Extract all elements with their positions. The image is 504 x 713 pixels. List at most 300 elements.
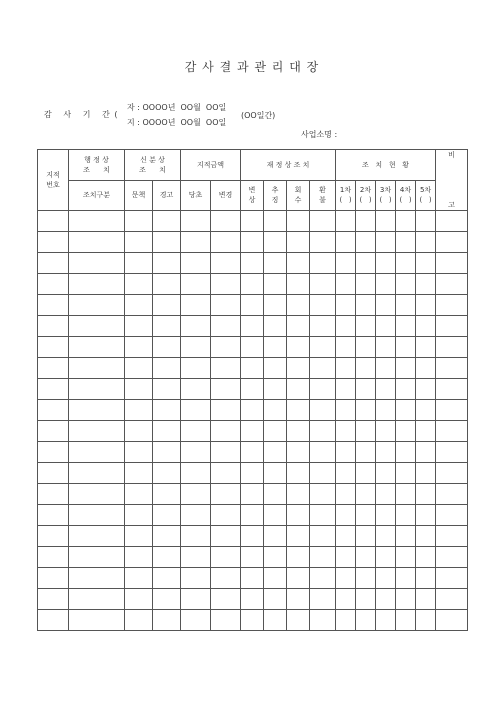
table-cell bbox=[356, 547, 376, 568]
table-cell bbox=[336, 358, 356, 379]
table-cell bbox=[241, 400, 264, 421]
header-round-2: 2차 ( ) bbox=[356, 180, 376, 211]
table-cell bbox=[356, 505, 376, 526]
table-cell bbox=[356, 379, 376, 400]
table-cell bbox=[69, 442, 125, 463]
table-cell bbox=[69, 316, 125, 337]
table-cell bbox=[69, 505, 125, 526]
table-cell bbox=[356, 337, 376, 358]
table-cell bbox=[356, 610, 376, 631]
table-cell bbox=[336, 442, 356, 463]
table-cell bbox=[356, 316, 376, 337]
table-cell bbox=[38, 337, 69, 358]
table-cell bbox=[264, 316, 287, 337]
table-cell bbox=[153, 505, 181, 526]
table-cell bbox=[336, 316, 356, 337]
table-cell bbox=[153, 568, 181, 589]
table-cell bbox=[416, 232, 436, 253]
table-cell bbox=[310, 484, 336, 505]
table-cell bbox=[416, 400, 436, 421]
audit-period-from: 자 : OOOO년 OO월 OO일 bbox=[127, 103, 227, 112]
table-cell bbox=[416, 442, 436, 463]
table-cell bbox=[38, 400, 69, 421]
table-cell bbox=[436, 337, 468, 358]
table-cell bbox=[396, 547, 416, 568]
table-cell bbox=[310, 316, 336, 337]
table-cell bbox=[211, 295, 241, 316]
table-cell bbox=[416, 337, 436, 358]
table-cell bbox=[436, 232, 468, 253]
table-row bbox=[38, 400, 468, 421]
table-cell bbox=[125, 253, 153, 274]
table-cell bbox=[396, 610, 416, 631]
audit-period-days: (OO일간) bbox=[241, 111, 276, 120]
table-cell bbox=[336, 505, 356, 526]
header-row-2 bbox=[38, 180, 468, 211]
table-cell bbox=[211, 211, 241, 232]
table-cell bbox=[125, 358, 153, 379]
table-cell bbox=[38, 505, 69, 526]
table-cell bbox=[211, 232, 241, 253]
table-cell bbox=[310, 505, 336, 526]
table-cell bbox=[153, 526, 181, 547]
table-cell bbox=[436, 316, 468, 337]
table-cell bbox=[241, 484, 264, 505]
table-cell bbox=[38, 589, 69, 610]
table-cell bbox=[153, 463, 181, 484]
table-cell bbox=[211, 442, 241, 463]
table-cell bbox=[211, 589, 241, 610]
table-cell bbox=[181, 526, 211, 547]
table-cell bbox=[211, 547, 241, 568]
table-cell bbox=[396, 568, 416, 589]
table-row bbox=[38, 442, 468, 463]
table-cell bbox=[153, 295, 181, 316]
table-cell bbox=[241, 526, 264, 547]
table-cell bbox=[416, 547, 436, 568]
table-cell bbox=[396, 316, 416, 337]
table-cell bbox=[264, 379, 287, 400]
table-row bbox=[38, 316, 468, 337]
table-cell bbox=[287, 589, 310, 610]
table-cell bbox=[241, 316, 264, 337]
table-cell bbox=[264, 526, 287, 547]
table-cell bbox=[241, 211, 264, 232]
audit-period-to: 지 : OOOO년 OO월 OO일 bbox=[127, 118, 227, 127]
table-cell bbox=[436, 400, 468, 421]
table-cell bbox=[153, 379, 181, 400]
table-cell bbox=[181, 211, 211, 232]
table-cell bbox=[336, 400, 356, 421]
table-cell bbox=[396, 211, 416, 232]
table-cell bbox=[336, 421, 356, 442]
table-cell bbox=[38, 316, 69, 337]
table-cell bbox=[376, 442, 396, 463]
table-cell bbox=[241, 568, 264, 589]
table-cell bbox=[211, 484, 241, 505]
table-cell bbox=[69, 274, 125, 295]
table-cell bbox=[287, 442, 310, 463]
table-cell bbox=[416, 211, 436, 232]
table-cell bbox=[264, 568, 287, 589]
table-cell bbox=[310, 274, 336, 295]
table-cell bbox=[181, 232, 211, 253]
table-cell bbox=[264, 463, 287, 484]
table-cell bbox=[38, 358, 69, 379]
table-cell bbox=[396, 358, 416, 379]
table-cell bbox=[287, 379, 310, 400]
table-cell bbox=[396, 526, 416, 547]
table-cell bbox=[310, 589, 336, 610]
header-original: 당초 bbox=[181, 180, 211, 211]
table-cell bbox=[38, 253, 69, 274]
table-cell bbox=[416, 379, 436, 400]
table-cell bbox=[241, 337, 264, 358]
table-cell bbox=[181, 589, 211, 610]
table-row bbox=[38, 337, 468, 358]
table-cell bbox=[264, 211, 287, 232]
table-cell bbox=[211, 421, 241, 442]
table-cell bbox=[356, 568, 376, 589]
table-cell bbox=[356, 253, 376, 274]
table-cell bbox=[287, 547, 310, 568]
table-cell bbox=[356, 484, 376, 505]
table-cell bbox=[153, 253, 181, 274]
table-cell bbox=[125, 610, 153, 631]
table-cell bbox=[310, 400, 336, 421]
table-cell bbox=[264, 547, 287, 568]
table-cell bbox=[38, 442, 69, 463]
header-changed: 변경 bbox=[211, 180, 241, 211]
table-cell bbox=[211, 505, 241, 526]
table-cell bbox=[38, 547, 69, 568]
header-compensation: 변 상 bbox=[241, 180, 264, 211]
table-cell bbox=[125, 547, 153, 568]
table-cell bbox=[436, 547, 468, 568]
table-cell bbox=[287, 211, 310, 232]
table-cell bbox=[376, 295, 396, 316]
table-cell bbox=[310, 358, 336, 379]
table-cell bbox=[376, 316, 396, 337]
table-cell bbox=[153, 547, 181, 568]
table-cell bbox=[396, 253, 416, 274]
table-cell bbox=[264, 337, 287, 358]
table-cell bbox=[211, 400, 241, 421]
table-cell bbox=[125, 526, 153, 547]
table-cell bbox=[69, 232, 125, 253]
table-cell bbox=[436, 442, 468, 463]
table-cell bbox=[287, 568, 310, 589]
table-cell bbox=[241, 589, 264, 610]
table-cell bbox=[38, 421, 69, 442]
table-cell bbox=[181, 610, 211, 631]
table-cell bbox=[264, 589, 287, 610]
table-cell bbox=[436, 421, 468, 442]
table-row bbox=[38, 589, 468, 610]
table-cell bbox=[310, 295, 336, 316]
table-cell bbox=[69, 337, 125, 358]
table-cell bbox=[287, 505, 310, 526]
table-cell bbox=[211, 337, 241, 358]
table-cell bbox=[211, 379, 241, 400]
table-cell bbox=[396, 337, 416, 358]
table-cell bbox=[69, 379, 125, 400]
table-cell bbox=[287, 421, 310, 442]
table-cell bbox=[376, 253, 396, 274]
table-row bbox=[38, 232, 468, 253]
document-title: 감 사 결 과 관 리 대 장 bbox=[184, 60, 320, 74]
header-action-type: 조치구분 bbox=[69, 180, 125, 211]
table-cell bbox=[241, 379, 264, 400]
table-cell bbox=[376, 463, 396, 484]
table-cell bbox=[211, 568, 241, 589]
table-cell bbox=[264, 400, 287, 421]
table-cell bbox=[264, 274, 287, 295]
table-cell bbox=[436, 463, 468, 484]
table-cell bbox=[38, 568, 69, 589]
table-cell bbox=[181, 463, 211, 484]
table-cell bbox=[125, 589, 153, 610]
table-cell bbox=[356, 211, 376, 232]
table-cell bbox=[38, 232, 69, 253]
table-cell bbox=[153, 400, 181, 421]
table-cell bbox=[211, 358, 241, 379]
table-cell bbox=[264, 253, 287, 274]
table-cell bbox=[211, 316, 241, 337]
table-cell bbox=[125, 484, 153, 505]
table-cell bbox=[181, 274, 211, 295]
table-cell bbox=[416, 463, 436, 484]
table-cell bbox=[264, 505, 287, 526]
table-cell bbox=[264, 295, 287, 316]
table-cell bbox=[416, 295, 436, 316]
table-cell bbox=[153, 484, 181, 505]
table-cell bbox=[287, 484, 310, 505]
table-cell bbox=[436, 484, 468, 505]
table-cell bbox=[241, 442, 264, 463]
header-additional-collection: 추 징 bbox=[264, 180, 287, 211]
table-cell bbox=[376, 232, 396, 253]
header-amount: 지적금액 bbox=[181, 150, 241, 181]
table-cell bbox=[336, 526, 356, 547]
header-row-1 bbox=[38, 150, 468, 181]
table-cell bbox=[310, 379, 336, 400]
table-cell bbox=[356, 232, 376, 253]
table-cell bbox=[436, 589, 468, 610]
table-cell bbox=[38, 610, 69, 631]
table-row bbox=[38, 295, 468, 316]
table-cell bbox=[241, 253, 264, 274]
table-cell bbox=[376, 505, 396, 526]
table-cell bbox=[287, 400, 310, 421]
table-cell bbox=[396, 379, 416, 400]
table-cell bbox=[436, 274, 468, 295]
table-cell bbox=[181, 379, 211, 400]
table-cell bbox=[287, 232, 310, 253]
header-finding-number: 지적 번호 bbox=[38, 150, 69, 211]
table-cell bbox=[264, 232, 287, 253]
table-cell bbox=[69, 400, 125, 421]
table-cell bbox=[153, 232, 181, 253]
table-cell bbox=[125, 379, 153, 400]
table-cell bbox=[153, 337, 181, 358]
table-cell bbox=[436, 358, 468, 379]
table-cell bbox=[356, 589, 376, 610]
table-cell bbox=[376, 211, 396, 232]
table-cell bbox=[287, 463, 310, 484]
table-cell bbox=[211, 610, 241, 631]
table-cell bbox=[416, 358, 436, 379]
table-cell bbox=[310, 463, 336, 484]
table-row bbox=[38, 463, 468, 484]
table-cell bbox=[310, 253, 336, 274]
table-row bbox=[38, 421, 468, 442]
table-cell bbox=[264, 484, 287, 505]
header-round-1: 1차 ( ) bbox=[336, 180, 356, 211]
table-cell bbox=[264, 358, 287, 379]
table-cell bbox=[416, 484, 436, 505]
table-cell bbox=[396, 442, 416, 463]
table-cell bbox=[376, 568, 396, 589]
table-cell bbox=[336, 379, 356, 400]
table-cell bbox=[376, 274, 396, 295]
table-cell bbox=[336, 232, 356, 253]
table-cell bbox=[264, 610, 287, 631]
header-warning: 경고 bbox=[153, 180, 181, 211]
header-personnel-action: 신 분 상 조 치 bbox=[125, 150, 181, 181]
header-admin-action: 행 정 상 조 치 bbox=[69, 150, 125, 181]
table-cell bbox=[356, 463, 376, 484]
table-cell bbox=[356, 421, 376, 442]
table-cell bbox=[376, 484, 396, 505]
table-cell bbox=[356, 295, 376, 316]
table-cell bbox=[336, 568, 356, 589]
table-cell bbox=[125, 211, 153, 232]
table-cell bbox=[69, 211, 125, 232]
table-cell bbox=[181, 400, 211, 421]
table-cell bbox=[181, 442, 211, 463]
table-cell bbox=[416, 253, 436, 274]
table-cell bbox=[211, 463, 241, 484]
table-row bbox=[38, 274, 468, 295]
table-cell bbox=[69, 358, 125, 379]
table-cell bbox=[241, 505, 264, 526]
table-cell bbox=[153, 421, 181, 442]
table-cell bbox=[436, 295, 468, 316]
table-cell bbox=[125, 295, 153, 316]
table-cell bbox=[38, 379, 69, 400]
table-cell bbox=[125, 316, 153, 337]
table-cell bbox=[69, 484, 125, 505]
table-cell bbox=[396, 463, 416, 484]
table-cell bbox=[38, 484, 69, 505]
table-row bbox=[38, 610, 468, 631]
table-cell bbox=[69, 547, 125, 568]
table-cell bbox=[181, 358, 211, 379]
table-cell bbox=[376, 547, 396, 568]
table-cell bbox=[396, 589, 416, 610]
table-cell bbox=[38, 295, 69, 316]
table-row bbox=[38, 526, 468, 547]
table-cell bbox=[376, 337, 396, 358]
table-cell bbox=[376, 610, 396, 631]
table-cell bbox=[211, 274, 241, 295]
table-row bbox=[38, 379, 468, 400]
table-cell bbox=[376, 400, 396, 421]
table-cell bbox=[153, 589, 181, 610]
table-cell bbox=[181, 253, 211, 274]
table-cell bbox=[38, 274, 69, 295]
table-cell bbox=[356, 400, 376, 421]
table-cell bbox=[416, 568, 436, 589]
header-round-5: 5차 ( ) bbox=[416, 180, 436, 211]
table-cell bbox=[153, 211, 181, 232]
header-round-4: 4차 ( ) bbox=[396, 180, 416, 211]
table-cell bbox=[153, 316, 181, 337]
table-cell bbox=[356, 358, 376, 379]
table-cell bbox=[125, 400, 153, 421]
audit-period-label: 감 사 기 간 ( bbox=[44, 110, 119, 119]
table-cell bbox=[287, 358, 310, 379]
table-cell bbox=[416, 505, 436, 526]
table-cell bbox=[153, 610, 181, 631]
table-cell bbox=[287, 316, 310, 337]
audit-results-table bbox=[37, 149, 468, 631]
table-cell bbox=[436, 526, 468, 547]
table-cell bbox=[287, 253, 310, 274]
table-cell bbox=[310, 337, 336, 358]
table-cell bbox=[287, 274, 310, 295]
table-cell bbox=[211, 253, 241, 274]
table-cell bbox=[125, 442, 153, 463]
table-cell bbox=[396, 484, 416, 505]
table-cell bbox=[287, 295, 310, 316]
table-cell bbox=[376, 526, 396, 547]
table-cell bbox=[436, 610, 468, 631]
table-row bbox=[38, 484, 468, 505]
table-cell bbox=[436, 253, 468, 274]
table-cell bbox=[310, 526, 336, 547]
table-cell bbox=[69, 610, 125, 631]
table-cell bbox=[181, 295, 211, 316]
table-cell bbox=[181, 316, 211, 337]
table-cell bbox=[310, 211, 336, 232]
table-row bbox=[38, 505, 468, 526]
table-cell bbox=[396, 232, 416, 253]
header-round-3: 3차 ( ) bbox=[376, 180, 396, 211]
table-cell bbox=[310, 421, 336, 442]
table-cell bbox=[181, 547, 211, 568]
header-reprimand: 문책 bbox=[125, 180, 153, 211]
table-cell bbox=[287, 337, 310, 358]
table-cell bbox=[396, 295, 416, 316]
table-cell bbox=[356, 526, 376, 547]
table-cell bbox=[396, 400, 416, 421]
table-cell bbox=[336, 295, 356, 316]
table-cell bbox=[69, 568, 125, 589]
table-cell bbox=[241, 463, 264, 484]
table-cell bbox=[336, 484, 356, 505]
table-cell bbox=[153, 274, 181, 295]
table-row bbox=[38, 253, 468, 274]
table-cell bbox=[436, 379, 468, 400]
table-cell bbox=[336, 547, 356, 568]
table-cell bbox=[125, 274, 153, 295]
table-cell bbox=[125, 463, 153, 484]
table-cell bbox=[241, 358, 264, 379]
table-cell bbox=[336, 337, 356, 358]
table-cell bbox=[336, 274, 356, 295]
